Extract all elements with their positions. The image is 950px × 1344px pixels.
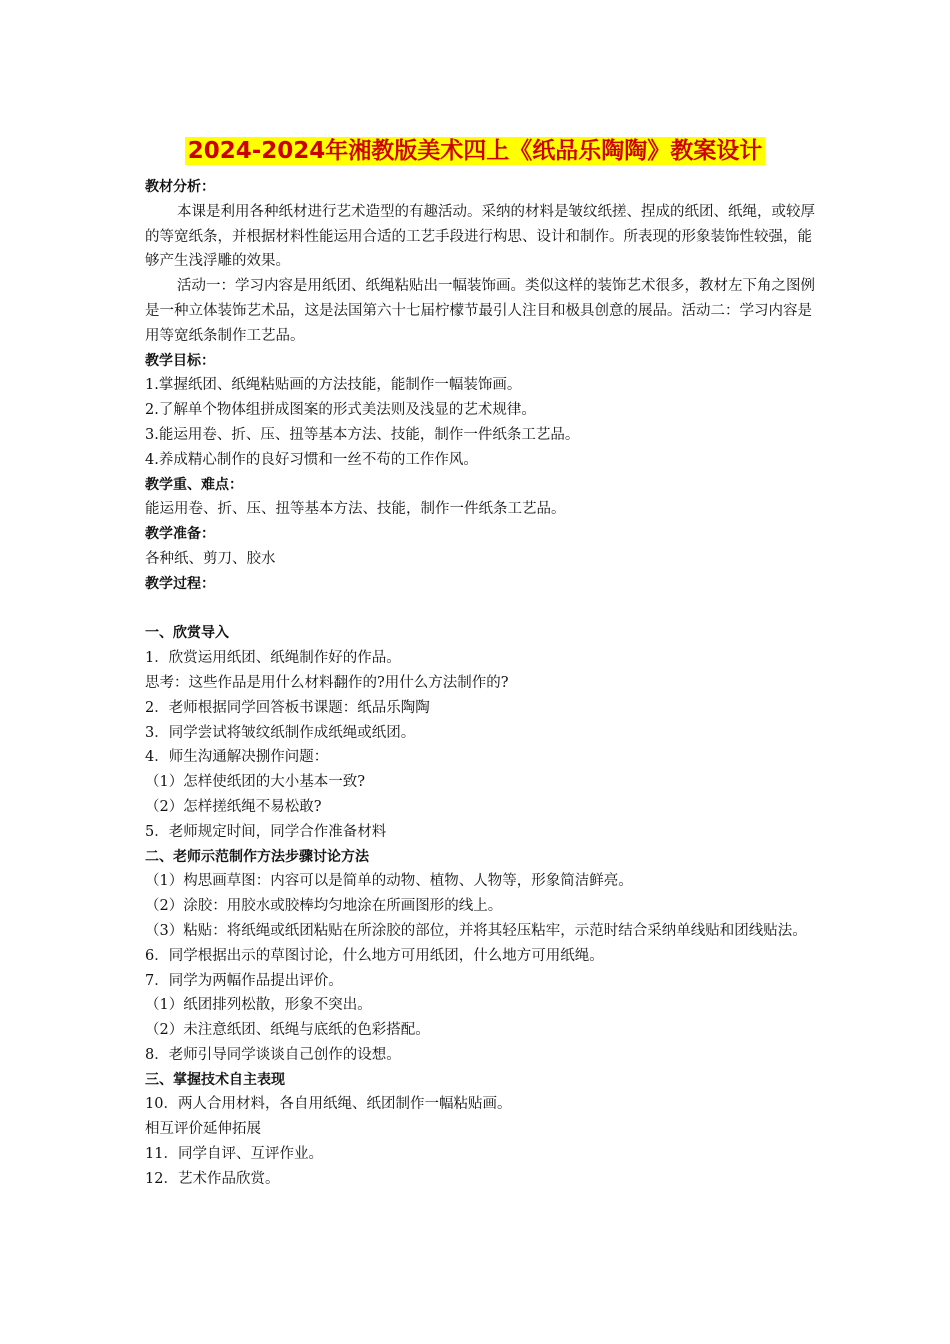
section1-line: 1．欣赏运用纸团、纸绳制作好的作品。 <box>145 650 401 667</box>
section3-heading: 三、掌握技术自主表现 <box>145 1071 285 1088</box>
section3-line: 相互评价延伸拓展 <box>145 1121 261 1138</box>
section1-line: （1）怎样使纸团的大小基本一致? <box>145 774 365 791</box>
section1-line: 2．老师根据同学回答板书课题：纸品乐陶陶 <box>145 699 430 716</box>
section3-line: 10．两人合用材料，各自用纸绳、纸团制作一幅粘贴画。 <box>145 1096 512 1113</box>
section2-line: （3）粘贴：将纸绳或纸团粘贴在所涂胶的部位，并将其轻压粘牢，示范时结合采纳单线贴和团线贴法。 <box>145 922 807 939</box>
document-body <box>145 175 825 1192</box>
section2-line: （1）纸团排列松散，形象不突出。 <box>145 997 372 1014</box>
goal-item: 2.了解单个物体组拼成图案的形式美法则及浅显的艺术规律。 <box>145 402 536 419</box>
section3-line: 12．艺术作品欣赏。 <box>145 1170 280 1187</box>
key-points-text: 能运用卷、折、压、扭等基本方法、技能，制作一件纸条工艺品。 <box>145 501 566 518</box>
analysis-paragraph-2: 活动一：学习内容是用纸团、纸绳粘贴出一幅装饰画。类似这样的装饰艺术很多，教材左下角之图例是一种立体装饰艺术品，这是法国第六十七届柠檬节最引人注目和极具创意的展品。活动二：学习内容是用等宽纸条制作工艺品。 <box>145 278 815 344</box>
spacer <box>145 597 825 622</box>
section2-line: 6．同学根据出示的草图讨论，什么地方可用纸团，什么地方可用纸绳。 <box>145 947 604 964</box>
title-container <box>0 137 950 165</box>
section2-line: （2）涂胶：用胶水或胶棒均匀地涂在所画图形的线上。 <box>145 898 503 915</box>
goal-item: 1.掌握纸团、纸绳粘贴画的方法技能，能制作一幅装饰画。 <box>145 377 522 394</box>
section1-line: 4．师生沟通解决捌作问题： <box>145 749 329 766</box>
section1-line: （2）怎样搓纸绳不易松敢? <box>145 798 322 815</box>
section2-line: 7．同学为两幅作品提出评价。 <box>145 972 343 989</box>
section2-line: （1）构思画草图：内容可以是简单的动物、植物、人物等，形象简洁鲜亮。 <box>145 873 633 890</box>
section2-heading: 二、老师示范制作方法步骤讨论方法 <box>145 848 369 865</box>
goals-heading: 教学目标： <box>145 352 215 369</box>
key-points-heading: 教学重、难点： <box>145 476 243 493</box>
section1-heading: 一、欣赏导入 <box>145 625 229 642</box>
section1-line: 3．同学尝试将皱纹纸制作成纸绳或纸团。 <box>145 724 416 741</box>
goal-item: 3.能运用卷、折、压、扭等基本方法、技能，制作一件纸条工艺品。 <box>145 426 580 443</box>
section2-line: 8．老师引导同学谈谈自己创作的设想。 <box>145 1046 401 1063</box>
process-heading: 教学过程： <box>145 575 215 592</box>
section1-line: 5．老师规定时间，同学合作准备材料 <box>145 823 387 840</box>
section1-line: 思考：这些作品是用什么材料翻作的?用什么方法制作的? <box>145 674 509 691</box>
preparation-text: 各种纸、剪刀、胶水 <box>145 550 276 567</box>
section2-line: （2）未注意纸团、纸绳与底纸的色彩搭配。 <box>145 1022 430 1039</box>
analysis-paragraph-1: 本课是利用各种纸材进行艺术造型的有趣活动。采纳的材料是皱纹纸搓、捏成的纸团、纸绳，或较厚的等宽纸条，并根据材料性能运用合适的工艺手段进行构思、设计和制作。所表现的形象装饰性较强，能够产生浅浮雕的效果。 <box>145 203 815 270</box>
document-title: 2024-2024年湘教版美术四上《纸品乐陶陶》教案设计 <box>185 137 766 165</box>
goal-item: 4.养成精心制作的良好习惯和一丝不苟的工作作风。 <box>145 451 478 468</box>
section3-line: 11．同学自评、互评作业。 <box>145 1146 323 1163</box>
analysis-heading: 教材分析： <box>145 179 215 195</box>
preparation-heading: 教学准备： <box>145 526 215 543</box>
